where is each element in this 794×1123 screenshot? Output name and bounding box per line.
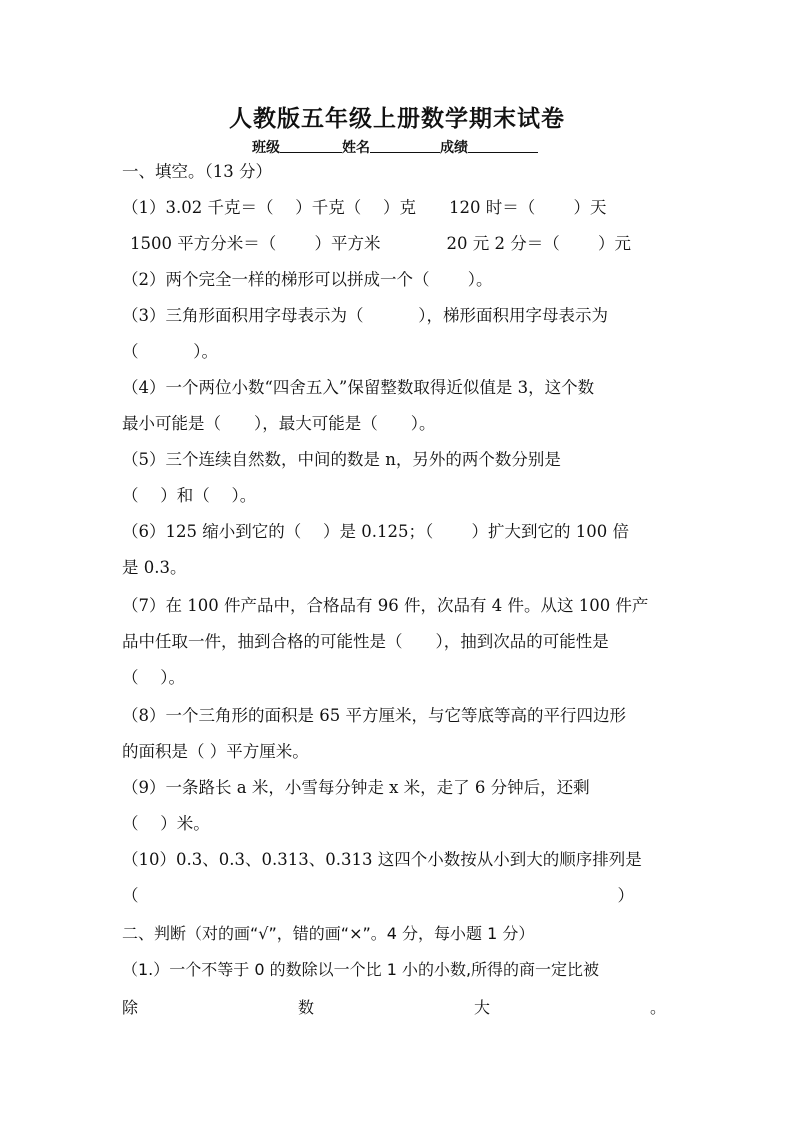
q7-line3: （ ）。 <box>122 668 185 687</box>
q8-line2: 的面积是（ ）平方厘米。 <box>122 742 309 761</box>
q9-line1: （9）一条路长 a 米，小雪每分钟走 x 米，走了 6 分钟后，还剩 <box>122 778 590 797</box>
q1-line1: （1）3.02 千克＝（ ）千克（ ）克 120 时＝（ ）天 <box>122 198 607 217</box>
q5-line1: （5）三个连续自然数，中间的数是 n，另外的两个数分别是 <box>122 450 561 469</box>
q6-line2: 是 0.3。 <box>122 558 187 577</box>
q10-line1: （10）0.3、0.3、0.313、0.313 这四个小数按从小到大的顺序排列是 <box>122 850 642 869</box>
q10-answer-line <box>122 884 634 908</box>
judge-q1-line2 <box>122 996 666 1020</box>
score-blank[interactable] <box>468 138 538 153</box>
q4-line1: （4）一个两位小数“四舍五入”保留整数取得近似值是 3，这个数 <box>122 378 595 397</box>
q5-line2: （ ）和（ ）。 <box>122 486 257 505</box>
judge-q1-word-1: 除 <box>122 998 139 1017</box>
q2-line: （2）两个完全一样的梯形可以拼成一个（ ）。 <box>122 270 493 289</box>
q3-line1: （3）三角形面积用字母表示为（ ），梯形面积用字母表示为 <box>122 306 608 325</box>
section1-heading: 一、填空。（13 分） <box>122 162 272 181</box>
score-label: 成绩 <box>440 140 468 156</box>
judge-q1-line1: （1.）一个不等于 0 的数除以一个比 1 小的小数,所得的商一定比被 <box>122 960 600 979</box>
q8-line1: （8）一个三角形的面积是 65 平方厘米，与它等底等高的平行四边形 <box>122 706 626 725</box>
class-label: 班级 <box>252 140 280 156</box>
q10-close-paren: ） <box>617 886 634 905</box>
q10-open-paren: （ <box>122 886 139 905</box>
q6-line1: （6）125 缩小到它的（ ）是 0.125；（ ）扩大到它的 100 倍 <box>122 522 629 541</box>
name-label: 姓名 <box>342 140 370 156</box>
page-title: 人教版五年级上册数学期末试卷 <box>229 105 565 132</box>
judge-q1-word-3: 大 <box>473 998 490 1017</box>
q7-line1: （7）在 100 件产品中，合格品有 96 件，次品有 4 件。从这 100 件产 <box>122 596 649 615</box>
q4-line2: 最小可能是（ ），最大可能是（ ）。 <box>122 414 436 433</box>
student-info-row <box>252 137 538 157</box>
section2-heading: 二、判断（对的画“√”，错的画“×”。4 分，每小题 1 分） <box>122 924 535 943</box>
judge-q1-word-2: 数 <box>297 998 314 1017</box>
q7-line2: 品中任取一件，抽到合格的可能性是（ ），抽到次品的可能性是 <box>122 632 609 651</box>
q9-line2: （ ）米。 <box>122 814 210 833</box>
q1-line2: 1500 平方分米＝（ ）平方米 20 元 2 分＝（ ）元 <box>130 234 631 253</box>
class-blank[interactable] <box>280 138 342 153</box>
q3-line2: （ ）。 <box>122 342 218 361</box>
name-blank[interactable] <box>370 138 440 153</box>
judge-q1-word-4: 。 <box>649 998 666 1017</box>
